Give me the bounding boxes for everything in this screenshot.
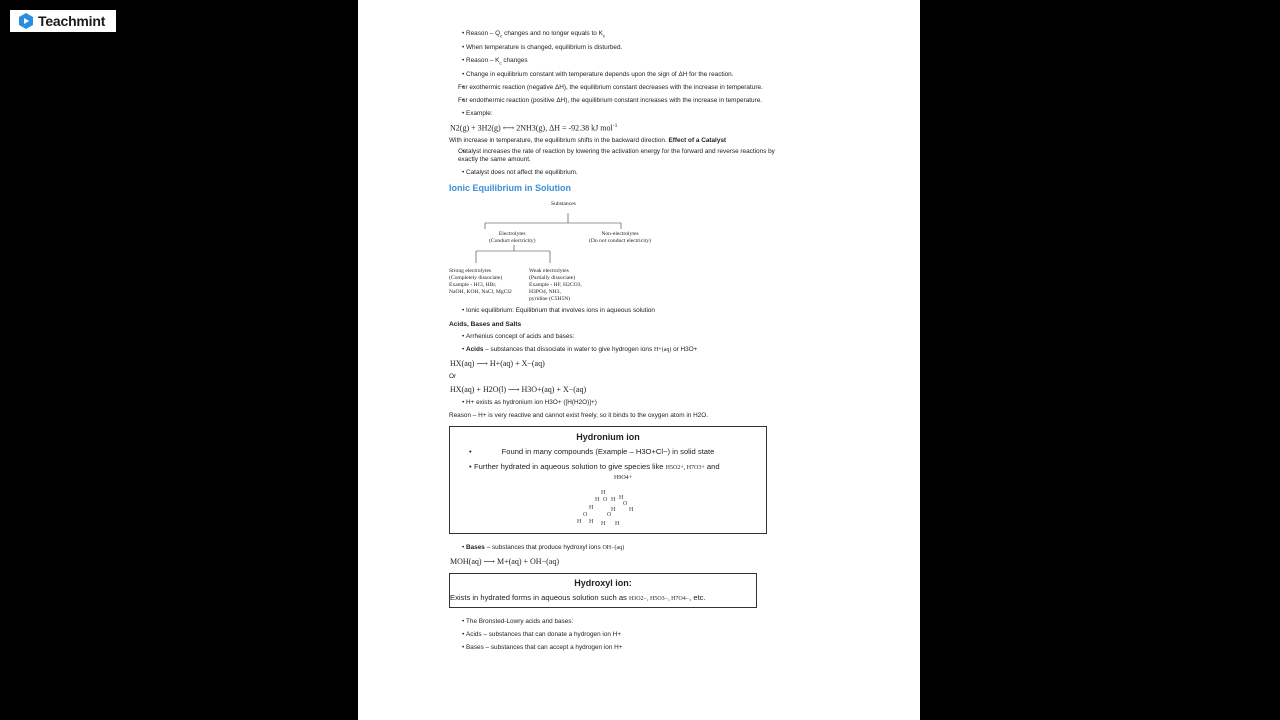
reason-h-plus: Reason – H+ is very reactive and cannot exist freely, so it binds to the oxygen atom in H2O. (449, 412, 709, 420)
svg-text:H: H (611, 506, 616, 513)
svg-text:H: H (629, 506, 634, 513)
bullet-bases: • Bases – substances that produce hydroxyl ions OH−(aq) (449, 544, 779, 553)
svg-text:H: H (595, 496, 600, 503)
bullet-temperature: • When temperature is changed, equilibrium is disturbed. (449, 44, 779, 52)
svg-text:O: O (607, 511, 612, 518)
hydronium-title: Hydronium ion (576, 432, 640, 443)
bullet-acids: • Acids – substances that dissociate in water to give hydrogen ions H+(aq) or H3O+ (449, 346, 779, 355)
teachmint-logo-icon (18, 13, 34, 29)
teachmint-logo[interactable] (10, 10, 116, 32)
hydronium-box (449, 426, 767, 533)
tree-strong-electrolytes: Strong electrolytes (Completely dissociate) Example - HCl, HBr, NaOH, KOH, NaCl, MgCl2 (449, 267, 512, 295)
svg-text:H: H (601, 489, 606, 496)
svg-text:H: H (589, 518, 594, 525)
tree-weak-electrolytes: Weak electrolytes (Partially dissociate) Example - HF, H2CO3, H3PO4, NH3, pyridine (C5H5N) (529, 267, 582, 302)
substances-tree (449, 199, 779, 307)
svg-text:O: O (623, 500, 628, 507)
ionic-heading: Ionic Equilibrium in Solution (449, 183, 571, 194)
svg-text:H: H (611, 496, 616, 503)
bullet-example: • Example: (449, 110, 779, 118)
bullet-bronsted: • The Bronsted-Lowry acids and bases: (449, 618, 779, 626)
bullet-delta-h: • Change in equilibrium constant with temperature depends upon the sign of ΔH for the reaction. (449, 71, 779, 79)
equation-base: MOH(aq) ⟶ M+(aq) + OH−(aq) (450, 557, 559, 567)
tree-root: Substances (551, 200, 576, 207)
hydronium-bullet-1: • Found in many compounds (Example – H3O+Cl−) in solid state (454, 447, 762, 458)
hydronium-bullet-2: • Further hydrated in aqueous solution to give species like H5O2+, H7O3+ and H9O4+ (454, 462, 762, 483)
hydronium-structure-diagram (573, 487, 643, 527)
equation-acid-2: HX(aq) + H2O(l) ⟶ H3O+(aq) + X−(aq) (450, 385, 587, 395)
bullet-catalyst-equilibrium: • Catalyst does not affect the equilibrium. (449, 169, 779, 177)
svg-text:O: O (603, 496, 608, 503)
document-page (358, 0, 920, 720)
svg-text:H: H (601, 520, 606, 527)
svg-text:H: H (589, 504, 594, 511)
bullet-ionic-def: • Ionic equilibrium: Equilibrium that involves ions in aqueous solution (449, 307, 779, 315)
bullet-hydronium-note: • H+ exists as hydronium ion H3O+ ([H(H2O)]+) (449, 399, 779, 407)
bullet-arrhenius: • Arrhenius concept of acids and bases: (449, 333, 779, 341)
svg-text:H: H (619, 494, 624, 501)
bullet-exothermic: • For exothermic reaction (negative ΔH), the equilibrium constant decreases with the increase in temperature. (449, 84, 779, 92)
svg-text:H: H (615, 520, 620, 527)
bullet-bronsted-acids: • Acids – substances that can donate a hydrogen ion H+ (449, 631, 779, 639)
bullet-catalyst-rate: • Catalyst increases the rate of reaction by lowering the activation energy for the forward and reverse reactions by exactly the same amount. (449, 148, 779, 164)
catalyst-heading: Effect of a Catalyst (668, 137, 727, 145)
acids-bases-heading: Acids, Bases and Salts (449, 320, 522, 328)
equation-haber: N2(g) + 3H2(g) ⟷ 2NH3(g), ΔH = -92.38 kJ mol$^{-1}$ (450, 122, 618, 133)
bullet-reason-q: • Reason – $Q_c$ changes and no longer equals to $K_c$ (449, 30, 779, 39)
hydroxyl-box (449, 573, 757, 607)
shift-paragraph: With increase in temperature, the equilibrium shifts in the backward direction. Effect of a Catalyst (449, 137, 727, 145)
or-text: Or (449, 373, 457, 381)
hydroxyl-title: Hydroxyl ion: (574, 578, 632, 589)
svg-text:O: O (583, 511, 588, 518)
hydroxyl-text: Exists in hydrated forms in aqueous solution such as H3O2−, H5O3−, H7O4−, etc. (450, 592, 706, 602)
bullet-endothermic: • For endothermic reaction (positive ΔH), the equilibrium constant increases with the increase in temperature. (449, 97, 779, 105)
brand-name: Teachmint (38, 13, 106, 29)
bullet-bronsted-bases: • Bases – substances that can accept a hydrogen ion H+ (449, 644, 779, 652)
tree-non-electrolytes: Non-electrolytes (Do not conduct electricity) (589, 230, 651, 244)
bullet-reason-k: • Reason – $K_c$ changes (449, 57, 779, 66)
tree-electrolytes: Electrolytes (Conduct electricity) (489, 230, 536, 244)
equation-acid-1: HX(aq) ⟶ H+(aq) + X−(aq) (450, 359, 545, 369)
svg-text:H: H (577, 518, 582, 525)
page-content (449, 30, 779, 657)
